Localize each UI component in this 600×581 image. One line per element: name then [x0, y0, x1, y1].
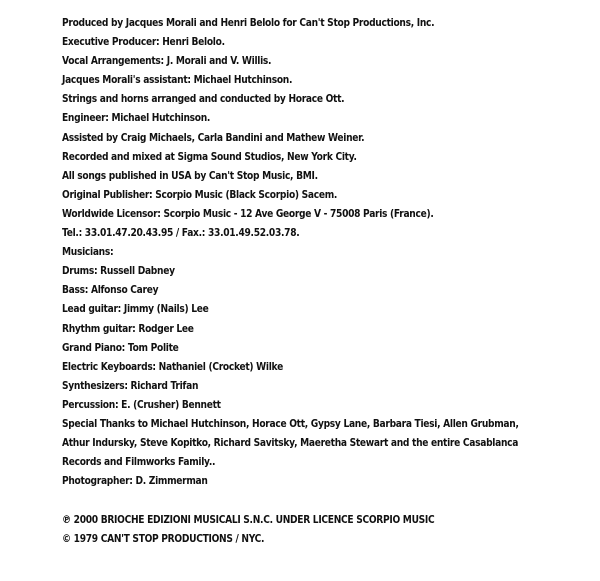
credit-line: Worldwide Licensor: Scorpio Music - 12 Ave George V - 75008 Paris (France). — [62, 207, 434, 220]
musician-line: Percussion: E. (Crusher) Bennett — [62, 398, 221, 411]
credit-line: Original Publisher: Scorpio Music (Black Scorpio) Sacem. — [62, 188, 338, 201]
credit-line: Recorded and mixed at Sigma Sound Studios, New York City. — [62, 150, 357, 163]
credit-line: Executive Producer: Henri Belolo. — [62, 36, 225, 49]
spacer — [62, 491, 595, 511]
credit-line: Produced by Jacques Morali and Henri Belolo for Can't Stop Productions, Inc. — [62, 17, 435, 29]
credit-line: All songs published in USA by Can't Stop Music, BMI. — [62, 169, 318, 182]
musician-line: Grand Piano: Tom Polite — [62, 341, 179, 354]
special-thanks-line: Special Thanks to Michael Hutchinson, Horace Ott, Gypsy Lane, Barbara Tiesi, Allen Grubman, — [62, 417, 519, 430]
credit-line: Strings and horns arranged and conducted by Horace Ott. — [62, 93, 345, 106]
musician-line: Drums: Russell Dabney — [62, 265, 175, 278]
musicians-heading: Musicians: — [62, 246, 114, 259]
liner-notes — [62, 14, 595, 549]
credit-line: Vocal Arrangements: J. Morali and V. Willis. — [62, 55, 272, 68]
copyright-line: ℗ 2000 BRIOCHE EDIZIONI MUSICALI S.N.C. UNDER LICENCE SCORPIO MUSIC — [62, 513, 435, 526]
musician-line: Lead guitar: Jimmy (Nails) Lee — [62, 303, 209, 316]
musician-line: Rhythm guitar: Rodger Lee — [62, 322, 194, 335]
musician-line: Synthesizers: Richard Trifan — [62, 379, 199, 392]
credit-line: Jacques Morali's assistant: Michael Hutchinson. — [62, 74, 293, 87]
credit-line: Tel.: 33.01.47.20.43.95 / Fax.: 33.01.49.52.03.78. — [62, 227, 300, 240]
musician-line: Bass: Alfonso Carey — [62, 284, 159, 297]
copyright-line: © 1979 CAN'T STOP PRODUCTIONS / NYC. — [62, 532, 265, 545]
musician-line: Electric Keyboards: Nathaniel (Crocket) Wilke — [62, 360, 283, 373]
photographer-line: Photographer: D. Zimmerman — [62, 475, 208, 488]
credit-line: Engineer: Michael Hutchinson. — [62, 112, 211, 125]
credit-line: Assisted by Craig Michaels, Carla Bandini and Mathew Weiner. — [62, 131, 365, 144]
special-thanks-line: Records and Filmworks Family.. — [62, 456, 216, 469]
special-thanks-line: Athur Indursky, Steve Kopitko, Richard Savitsky, Maeretha Stewart and the entire Casablanca — [62, 437, 519, 450]
